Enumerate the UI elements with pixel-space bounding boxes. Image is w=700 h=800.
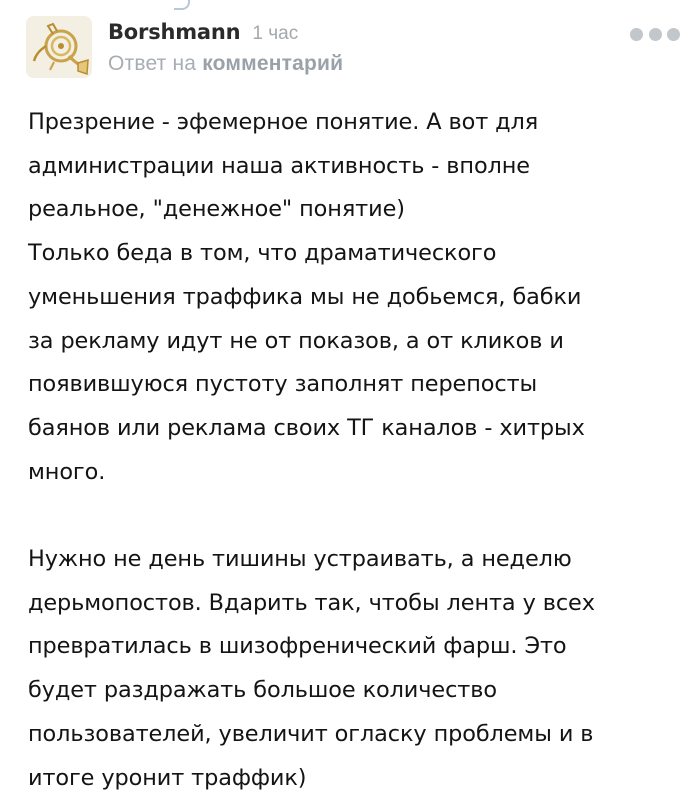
reply-context xyxy=(108,52,343,76)
comment-timestamp[interactable]: 1 час xyxy=(252,23,299,44)
comment-paragraph-spacer xyxy=(28,494,678,538)
more-dots-icon xyxy=(630,28,643,41)
reply-parent-link[interactable]: комментарий xyxy=(202,52,344,75)
more-dots-icon xyxy=(667,28,680,41)
comment-paragraph: Презрение - эфемерное понятие. А вот для администрации наша активность - вполне реальное, "денежное" понятие) Только беда в том, что драматического уменьшения траффика мы не добьемся, бабки за рекламу идут не от показов, а от кликов и появившуюся пустоту заполнят перепосты баянов или реклама своих ТГ каналов - хитрых много. xyxy=(28,109,585,485)
comment-header xyxy=(0,0,700,90)
more-dots-icon xyxy=(649,28,662,41)
author-name[interactable]: Borshmann xyxy=(108,20,241,44)
author-row xyxy=(108,20,298,48)
french-horn-icon xyxy=(26,16,92,78)
avatar[interactable] xyxy=(26,16,92,78)
reply-prefix: Ответ на xyxy=(108,52,197,75)
comment-body xyxy=(28,101,678,800)
comment-paragraph: Нужно не день тишины устраивать, а неделю дерьмопостов. Вдарить так, чтобы лента у всех превратилась в шизофренический фарш. Это будет раздражать большое количество пользователей, увеличит огласку проблемы и в итоге уронит траффик) xyxy=(28,546,595,791)
more-options-button[interactable] xyxy=(630,26,680,42)
